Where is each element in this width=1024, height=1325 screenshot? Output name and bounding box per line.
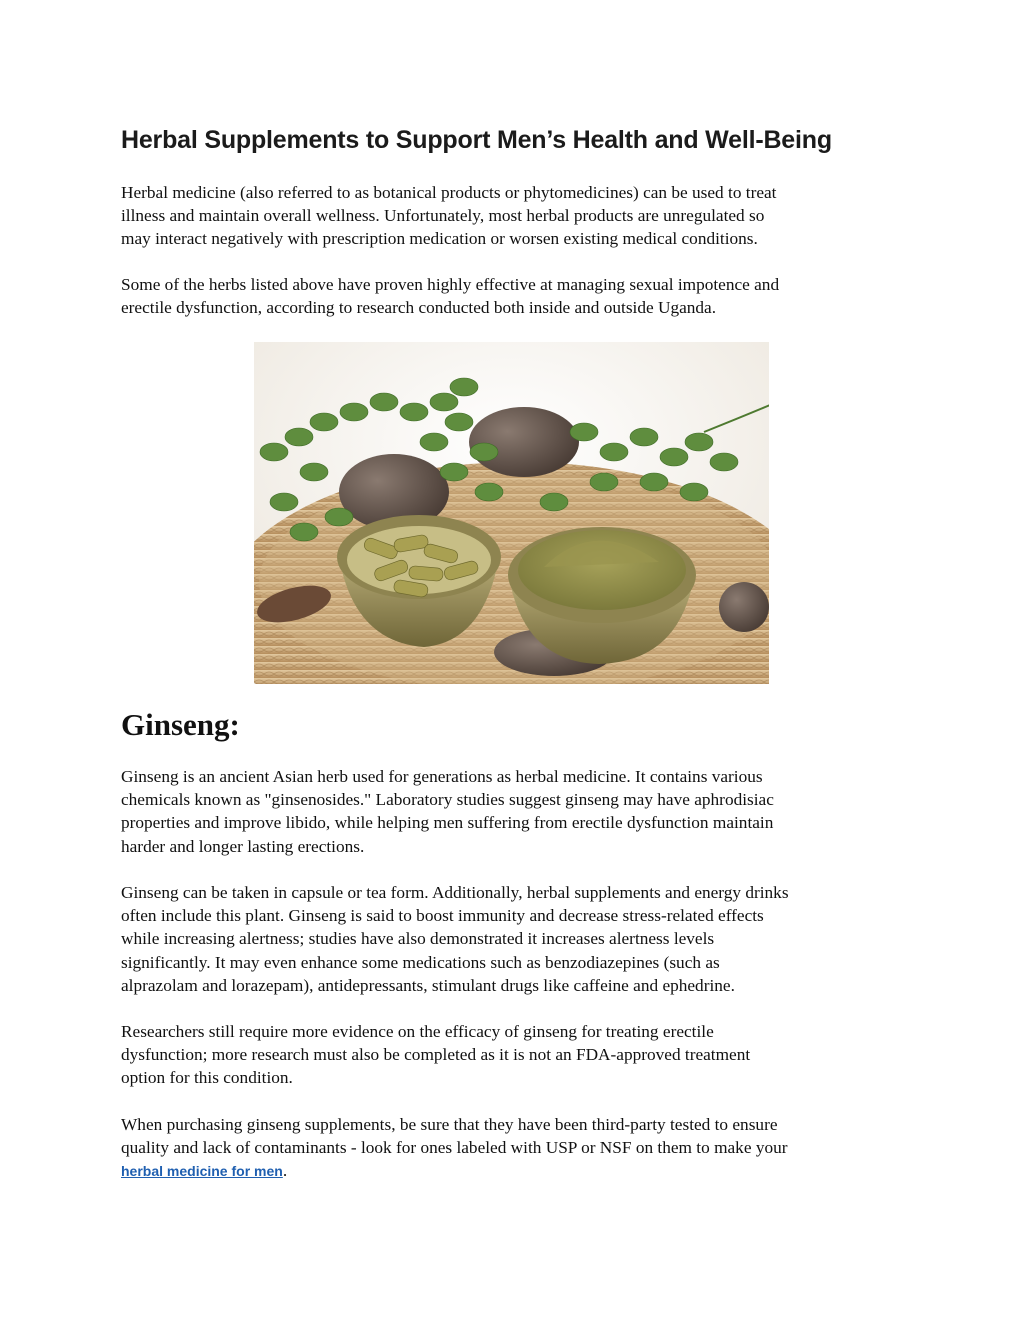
ginseng-paragraph-1	[121, 765, 911, 858]
ginseng-line: harder and longer lasting erections.	[121, 836, 365, 856]
herbal-photo-illustration	[254, 342, 769, 684]
intro-paragraph	[121, 181, 911, 251]
ginseng-line: significantly. It may even enhance some medications such as benzodiazepines (such as	[121, 952, 720, 972]
ginseng-line: properties and improve libido, while helping men suffering from erectile dysfunction maintain	[121, 813, 774, 833]
ginseng-line: Ginseng is an ancient Asian herb used for generations as herbal medicine. It contains various	[121, 767, 763, 786]
herbal-photo	[254, 342, 769, 684]
ginseng-line: Researchers still require more evidence on the efficacy of ginseng for treating erectile	[121, 1022, 714, 1041]
herbs-paragraph	[121, 273, 911, 319]
ginseng-line: while increasing alertness; studies have also demonstrated it increases alertness levels	[121, 929, 715, 949]
ginseng-line: often include this plant. Ginseng is said to boost immunity and decrease stress-related effects	[121, 906, 764, 926]
ginseng-paragraph-3	[121, 1020, 911, 1090]
ginseng-line: chemicals known as "ginsenosides." Laboratory studies suggest ginseng may have aphrodisiac	[121, 790, 774, 810]
page-title: Herbal Supplements to Support Men’s Health and Well-Being	[121, 126, 832, 154]
ginseng-line: dysfunction; more research must also be completed as it is not an FDA-approved treatment	[121, 1045, 751, 1065]
intro-line: illness and maintain overall wellness. Unfortunately, most herbal products are unregulated so	[121, 206, 765, 226]
ginseng-line: quality and lack of contaminants - look for ones labeled with USP or NSF on them to make your	[121, 1138, 788, 1158]
ginseng-paragraph-4	[121, 1113, 911, 1184]
ginseng-heading: Ginseng:	[121, 707, 240, 742]
ginseng-line: alprazolam and lorazepam), antidepressants, stimulant drugs like caffeine and ephedrine.	[121, 975, 735, 995]
ginseng-line: option for this condition.	[121, 1068, 293, 1088]
ginseng-line: Ginseng can be taken in capsule or tea form. Additionally, herbal supplements and energy drinks	[121, 883, 789, 902]
herbal-medicine-link[interactable]: herbal medicine for men	[121, 1163, 283, 1180]
ginseng-line: When purchasing ginseng supplements, be sure that they have been third-party tested to ensure	[121, 1115, 778, 1134]
ginseng-paragraph-2	[121, 881, 911, 997]
herbs-line: erectile dysfunction, according to research conducted both inside and outside Uganda.	[121, 298, 717, 318]
link-suffix: .	[282, 1161, 288, 1181]
herbs-line: Some of the herbs listed above have proven highly effective at managing sexual impotence and	[121, 275, 780, 294]
intro-line: Herbal medicine (also referred to as botanical products or phytomedicines) can be used to treat	[121, 183, 777, 202]
intro-line: may interact negatively with prescription medication or worsen existing medical conditions.	[121, 229, 758, 249]
ginseng-link-line	[121, 1159, 911, 1183]
